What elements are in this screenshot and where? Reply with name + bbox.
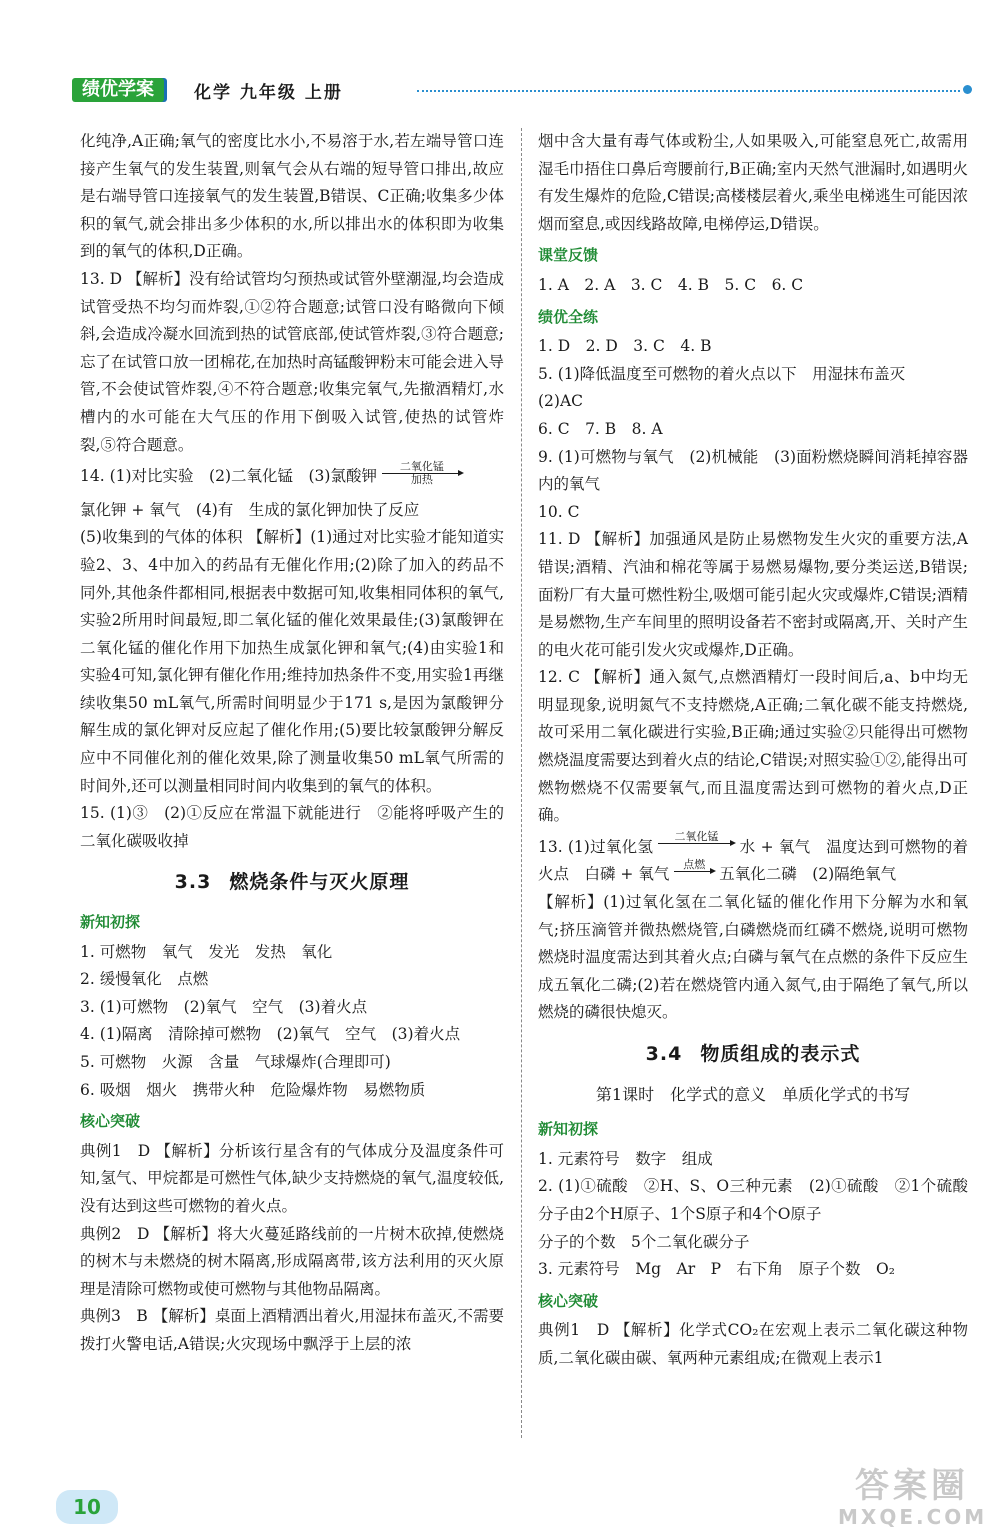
section-title: 物质组成的表示式 <box>700 1043 861 1065</box>
jiyou-12: 12. C 【解析】通入氮气,点燃酒精灯一段时间后,a、b中均无明显现象,说明氮气不支持燃烧,A正确;二氧化碳不能支持燃烧,故可采用二氧化碳进行实验,B正确;通过实验②只能得出可燃物燃烧温度需要达到着火点的结论,C错误;对照实验①②,能得出可燃物燃烧不仅需要氧气,而且温度需达到可燃物的着火点,D正确。 <box>538 668 968 825</box>
answer-12-continued: 化纯净,A正确;氧气的密度比水小,不易溶于水,若左端导管口连接产生氧气的发生装置,则氧气会从右端的短导管口排出,故应是右端导管口连接氧气的发生装置,B错误、C正确;收集多少体积的氧气,就会排出多少体积的水,所以排出水的体积即为收集到的氧气的体积,D正确。 <box>80 132 504 261</box>
answer-14-part1 <box>80 459 504 491</box>
answer-15: 15. (1)③ (2)①反应在常温下就能进行 ②能将呼吸产生的二氧化碳吸收掉 <box>80 804 504 850</box>
watermark-logo <box>838 1466 986 1532</box>
brand-logo: 绩优学案 <box>72 78 164 102</box>
xinzhi-2: 2. 缓慢氧化 点燃 <box>80 970 209 989</box>
answer-14-part2: 氯化钾 + 氧气 (4)有 生成的氯化钾加快了反应 <box>80 500 420 519</box>
jiyou-5b: (2)AC <box>538 392 584 411</box>
arrow-icon <box>674 871 714 872</box>
xinzhi-2: 2. (1)①硫酸 ②H、S、O三种元素 (2)①硫酸 ②1个硫酸分子由2个H原子、1个S原子和4个O原子 <box>538 1177 968 1223</box>
jiyou-1-4: 1. D 2. D 3. C 4. B <box>538 337 712 356</box>
section-number: 3.4 <box>645 1043 683 1065</box>
reaction-arrow <box>382 461 462 486</box>
xinzhi-4: 4. (1)隔离 清除掉可燃物 (2)氧气 空气 (3)着火点 <box>80 1025 461 1044</box>
header-dotted-rule <box>417 90 960 92</box>
label-jiyou: 绩优全练 <box>538 307 599 326</box>
example-3: 典例3 B 【解析】桌面上酒精洒出着火,用湿抹布盖灭,不需要拨打火警电话,A错误;火灾现场中飘浮于上层的浓 <box>80 1307 504 1353</box>
label-hexin: 核心突破 <box>538 1291 599 1310</box>
ketang-answers: 1. A 2. A 3. C 4. B 5. C 6. C <box>538 275 804 294</box>
example-1: 典例1 D 【解析】分析该行星含有的气体成分及温度条件可知,氢气、甲烷都是可燃性气体,缺少支持燃烧的氧气,温度较低,没有达到这些可燃物的着火点。 <box>80 1141 504 1215</box>
page-number: 10 <box>56 1490 118 1524</box>
reaction-condition-top: 二氧化锰 <box>674 830 719 844</box>
section-number: 3.3 <box>174 871 212 894</box>
xinzhi-1: 1. 可燃物 氧气 发光 发热 氧化 <box>80 942 333 961</box>
arrow-icon <box>658 843 734 844</box>
answer-14-text: 14. (1)对比实验 (2)二氧化锰 (3)氯酸钾 <box>80 467 377 486</box>
right-column <box>538 128 968 1373</box>
watermark-url: MXQE.COM <box>838 1505 988 1529</box>
label-ketang: 课堂反馈 <box>538 246 599 265</box>
answer-13: 13. D 【解析】没有给试管均匀预热或试管外壁潮湿,均会造成试管受热不均匀而炸裂,①②符合题意;试管口没有略微向下倾斜,会造成冷凝水回流到热的试管底部,使试管炸裂,③符合题意;忘了在试管口放一团棉花,在加热时高锰酸钾粉末可能会进入导管,不会使试管炸裂,④不符合题意;收集完氧气,先撤酒精灯,水槽内的水可能在大气压的作用下倒吸入试管,使热的试管炸裂,⑤符合题意。 <box>80 269 504 454</box>
jiyou-11: 11. D 【解析】加强通风是防止易燃物发生火灾的重要方法,A错误;酒精、汽油和棉花等属于易燃易爆物,要分类运送,B错误;面粉厂有大量可燃性粉尘,吸烟可能引起火灾或爆炸,C错误;酒精是易燃物,生产车间里的照明设备若不密封或隔离,开、关时产生的电火花可能引发火灾或爆炸,D正确。 <box>538 530 968 659</box>
xinzhi-2b: 分子的个数 5个二氧化碳分子 <box>538 1232 750 1251</box>
jiyou-9: 9. (1)可燃物与氧气 (2)机械能 (3)面粉燃烧瞬间消耗掉容器内的氧气 <box>538 447 968 494</box>
jiyou-13 <box>538 830 968 889</box>
left-column <box>80 128 504 1359</box>
header-dot-icon <box>963 85 972 94</box>
xinzhi-6: 6. 吸烟 烟火 携带火种 危险爆炸物 易燃物质 <box>80 1080 426 1099</box>
book-title: 化学 九年级 上册 <box>194 83 343 103</box>
arrow-icon <box>382 473 462 474</box>
xinzhi-5: 5. 可燃物 火源 含量 气球爆炸(合理即可) <box>80 1053 391 1071</box>
answer-14-part3: (5)收集到的气体的体积 【解析】(1)通过对比实验才能知道实验2、3、4中加入的药品有无催化作用;(2)除了加入的药品不同外,其他条件都相同,根据表中数据可知,收集相同体积的氧气,实验2所用时间最短,即二氧化锰的催化效果最佳;(3)氯酸钾在二氧化锰的催化作用下加热生成氯化钾和氧气;(4)由实验1和实验4可知,氯化钾有催化作用;维持加热条件不变,用实验1再继续收集50 mL氧气,所需时间明显少于171 s,是因为氯酸钾分解生成的氯化钾对反应起了催化作用;(5)要比较氯酸钾分解反应中不同催化剂的催化效果,除了测量收集50 mL氧气所需的时间外,还可以测量相同时间内收集到的氧气的体积。 <box>80 528 504 795</box>
xinzhi-3: 3. (1)可燃物 (2)氧气 空气 (3)着火点 <box>80 997 368 1016</box>
reaction-arrow <box>658 831 734 856</box>
example-1: 典例1 D 【解析】化学式CO₂在宏观上表示二氧化碳这种物质,二氧化碳由碳、氧两种元素组成;在微观上表示1 <box>538 1321 968 1367</box>
example-2: 典例2 D 【解析】将大火蔓延路线前的一片树木砍掉,使燃烧的树木与未燃烧的树木隔离,形成隔离带,该方法利用的灭火原理是清除可燃物或使可燃物与其他物品隔离。 <box>80 1224 504 1298</box>
section-title: 燃烧条件与灭火原理 <box>229 871 410 894</box>
reaction-condition-top: 点燃 <box>683 857 706 871</box>
jiyou-13-text-c: 五氧化二磷 (2)隔绝氧气 <box>719 865 897 884</box>
example-3-continued: 烟中含大量有毒气体或粉尘,人如果吸入,可能窒息死亡,故需用湿毛巾捂住口鼻后弯腰前行,B正确;室内天然气泄漏时,如遇明火有发生爆炸的危险,C错误;高楼楼层着火,乘坐电梯逃生可能因浓烟而窒息,或因线路故障,电梯停运,D错误。 <box>538 132 968 233</box>
label-hexin: 核心突破 <box>80 1112 141 1131</box>
jiyou-5: 5. (1)降低温度至可燃物的着火点以下 用湿抹布盖灭 <box>538 364 906 383</box>
reaction-condition-top: 二氧化锰 <box>399 459 444 473</box>
label-xinzhi: 新知初探 <box>538 1120 599 1139</box>
column-divider <box>521 128 522 1438</box>
xinzhi-1: 1. 元素符号 数字 组成 <box>538 1149 713 1168</box>
jiyou-13-text-a: 13. (1)过氧化氢 <box>538 837 654 856</box>
lesson-title: 第1课时 化学式的意义 单质化学式的书写 <box>595 1084 911 1104</box>
xinzhi-3: 3. 元素符号 Mg Ar P 右下角 原子个数 O₂ <box>538 1260 895 1279</box>
jiyou-10: 10. C <box>538 502 580 521</box>
jiyou-6-8: 6. C 7. B 8. A <box>538 419 663 438</box>
page-header <box>72 76 972 106</box>
jiyou-13-analysis: 【解析】(1)过氧化氢在二氧化锰的催化作用下分解为水和氧气;挤压滴管并微热燃烧管,白磷燃烧而红磷不燃烧,说明可燃物燃烧时温度需达到其着火点;白磷与氧气在点燃的条件下反应生成五氧化二磷;(2)若在燃烧管内通入氮气,由于隔绝了氧气,所以燃烧的磷很快熄灭。 <box>538 893 968 1022</box>
section-heading-3-4 <box>538 1041 968 1069</box>
section-heading-3-3 <box>80 869 504 897</box>
reaction-arrow <box>674 859 714 884</box>
jiyou-13-text-b: 水 + 氧气 温度达到可燃物的着火点 白磷 + 氧气 <box>538 837 968 884</box>
reaction-condition-bottom: 加热 <box>410 472 433 486</box>
label-xinzhi: 新知初探 <box>80 913 141 932</box>
watermark-text: 答案圈 <box>855 1466 969 1506</box>
